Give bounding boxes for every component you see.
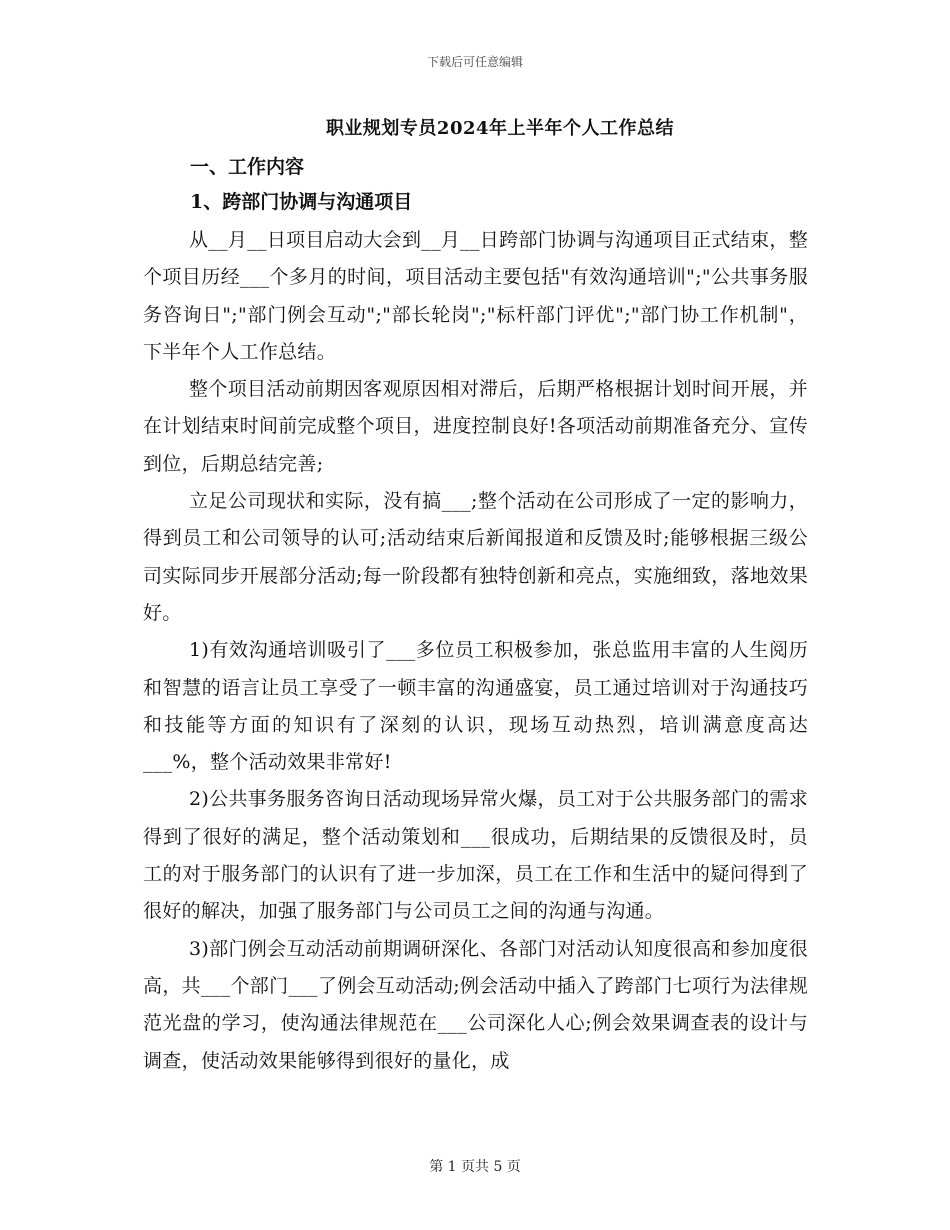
paragraph: 整个项目活动前期因客观原因相对滞后，后期严格根据计划时间开展，并在计划结束时间前完成整个项目，进度控制良好!各项活动前期准备充分、宣传到位，后期总结完善; xyxy=(143,378,808,475)
document-title: 职业规划专员2024年上半年个人工作总结 xyxy=(325,118,675,139)
section-heading: 一、工作内容 xyxy=(190,156,305,178)
page-header-note: 下载后可任意编辑 xyxy=(426,55,523,69)
paragraph: 3)部门例会互动活动前期调研深化、各部门对活动认知度很高和参加度很高，共___个部门___了例会互动活动;例会活动中插入了跨部门七项行为法律规范光盘的学习，使沟通法律规范在___公司深化人心;例会效果调查表的设计与调查，使活动效果能够得到很好的量化，成 xyxy=(143,937,808,1072)
sub-heading: 1、跨部门协调与沟通项目 xyxy=(190,191,413,213)
paragraph: 1)有效沟通培训吸引了___多位员工积极参加，张总监用丰富的人生阅历和智慧的语言让员工享受了一顿丰富的沟通盛宴，员工通过培训对于沟通技巧和技能等方面的知识有了深刻的认识，现场互动热烈，培训满意度高达___%，整个活动效果非常好! xyxy=(143,639,808,774)
paragraph: 立足公司现状和实际，没有搞___;整个活动在公司形成了一定的影响力，得到员工和公司领导的认可;活动结束后新闻报道和反馈及时;能够根据三级公司实际同步开展部分活动;每一阶段都有独特创新和亮点，实施细致，落地效果好。 xyxy=(143,490,808,624)
page-number: 第 1 页共 5 页 xyxy=(429,1159,521,1175)
paragraph: 从__月__日项目启动大会到__月__日跨部门协调与沟通项目正式结束，整个项目历经___个多月的时间，项目活动主要包括"有效沟通培训";"公共事务服务咨询日";"部门例会互动";"部长轮岗";"标杆部门评优";"部门协工作机制"，下半年个人工作总结。 xyxy=(143,229,808,363)
body-text xyxy=(143,222,808,1080)
paragraph: 2)公共事务服务咨询日活动现场异常火爆，员工对于公共服务部门的需求得到了很好的满足，整个活动策划和___很成功，后期结果的反馈很及时，员工的对于服务部门的认识有了进一步加深，员工在工作和生活中的疑问得到了很好的解决，加强了服务部门与公司员工之间的沟通与沟通。 xyxy=(143,788,808,923)
